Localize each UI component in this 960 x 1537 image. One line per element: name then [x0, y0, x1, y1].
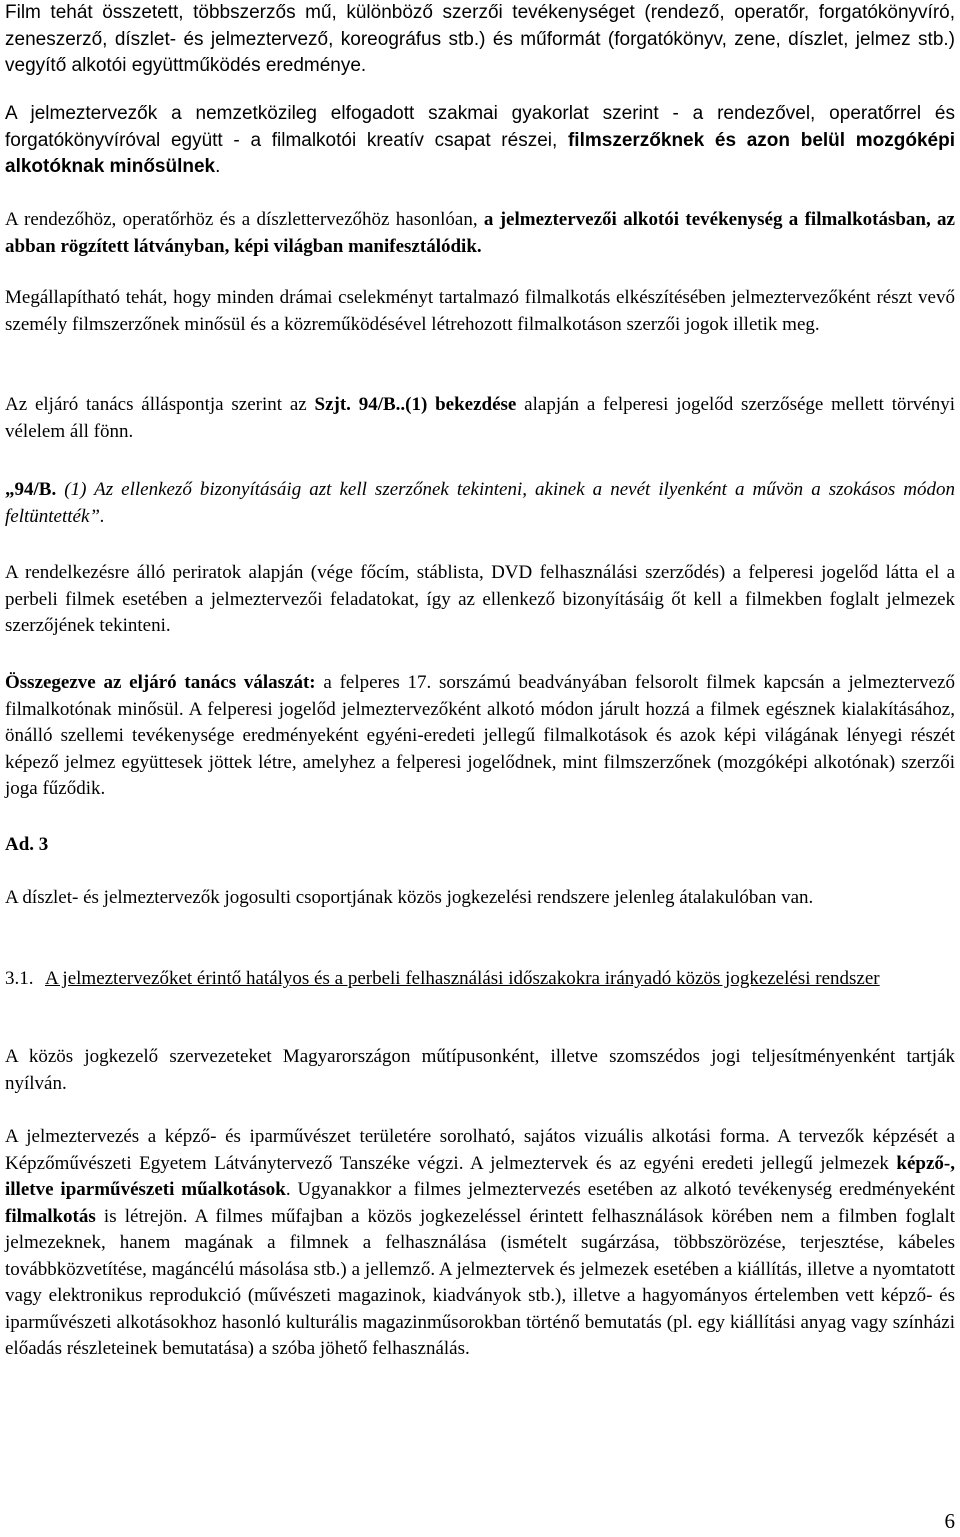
page-number: 6 [944, 1509, 955, 1533]
paragraph-registration [5, 1044, 955, 1097]
bold-text: Összegezve az eljáró tanács válaszát: [5, 672, 316, 693]
paragraph-text: A rendelkezésre álló periratok alapján (vége főcím, stáblista, DVD felhasználási szerződés) a felperesi jogelőd látta el a perbeli filmek esetében a jelmeztervezői feladatokat, így az ellenkező bizonyításáig őt kell a filmekben foglalt jelmezek szerzőjének tekinteni. [5, 562, 955, 636]
section-title: A jelmeztervezőket érintő hatályos és a perbeli felhasználási időszakokra irányadó közös jogkezelési rendszer [45, 968, 880, 989]
paragraph-text: . Ugyanakkor a filmes jelmeztervezés esetében az alkotó tevékenység eredményeként [285, 1179, 955, 1200]
paragraph-text: A díszlet- és jelmeztervezők jogosulti csoportjának közös jogkezelési rendszere jelenleg átalakulóban van. [5, 887, 814, 908]
paragraph-text: A jelmeztervezők a nemzetközileg elfogadott szakmai gyakorlat szerint - a rendezővel, operatőrrel és forgatókönyvíróval együtt - a filmalkotói kreatív csapat részei, [5, 103, 955, 151]
paragraph-text: Film tehát összetett, többszerzős mű, különböző szerzői tevékenységet (rendező, operatőr, forgatókönyvíró, zeneszerző, díszlet- és jelmeztervező, koreográfus stb.) és műformát (forgatókönyv, zene, díszlet, jelmez stb.) vegyítő alkotói együttműködés eredménye. [5, 2, 955, 76]
paragraph-text: . [215, 156, 221, 177]
bold-text: „94/B. [5, 479, 65, 500]
bold-text: Szjt. 94/B..(1) bekezdése [314, 394, 517, 415]
paragraph-costume-design-manifestation [5, 207, 955, 260]
section-number: 3.1. [5, 968, 34, 989]
paragraph-collective-management [5, 885, 955, 912]
paragraph-conclusion-authorship [5, 285, 955, 338]
paragraph-evidence [5, 560, 955, 640]
paragraph-legal-quote [5, 477, 955, 530]
paragraph-text: A rendezőhöz, operatőrhöz és a díszlettervezőhöz hasonlóan, [5, 209, 484, 230]
paragraph-text: A közös jogkezelő szervezeteket Magyarországon műtípusonként, illetve szomszédos jogi teljesítményenként tartják nyílván. [5, 1046, 955, 1094]
bold-text: filmszerzőknek és azon belül mozgóképi alkotóknak minősülnek [5, 129, 955, 177]
paragraph-text: Az eljáró tanács álláspontja szerint az [5, 394, 315, 415]
paragraph-text: is létrejön. A filmes műfajban a közös jogkezeléssel érintett felhasználások körében nem a filmben foglalt jelmezeknek, hanem magának a filmnek a felhasználása (ismételt sugárzása, többszörözése, terjesztése, kábeles továbbközvetítése, magáncélú másolása stb.) a jellemző. A jelmeztervek és jelmezek esetében a kiállítás, illetve a nyomtatott vagy elektronikus reprodukció (művészeti magazinok, kiadványok stb.), illetve a hagyományos értelemben vett képző- és iparművészeti alkotásokhoz hasonló kulturális magazinműsorokban történő bemutatás (pl. egy kiállítási anyag vagy színházi előadás részleteinek bemutatása) a szóba jöhető felhasználás. [5, 1205, 955, 1359]
bold-text: képző-, illetve iparművészeti műalkotások [5, 1152, 955, 1200]
bold-text: filmalkotás [5, 1205, 96, 1227]
paragraph-summary [5, 670, 955, 803]
paragraph-text: Megállapítható tehát, hogy minden drámai cselekményt tartalmazó filmalkotás elkészítésében jelmeztervezőként részt vevő személy filmszerzőnek minősül és a közreműködésével létrehozott filmalkotáson szerzői jogok illetik meg. [5, 287, 955, 335]
paragraph-text: a felperes 17. sorszámú beadványában felsorolt filmek kapcsán a jelmeztervező filmalkotónak minősül. A felperesi jogelőd jelmeztervezőként alkotó módon járult hozzá a filmek egésznek kialakításához, önálló szellemi tevékenysége eredményeként egyéni-eredeti jellegű filmalkotások és azok képi világának lényegi részét képező jelmez együttesek jöttek létre, amelyhez a felperesi jogelődnek, mint filmszerzőnek (mozgóképi alkotónak) szerzői joga fűződik. [5, 672, 955, 799]
paragraph-costume-designers-filmmakers [5, 101, 955, 181]
heading-ad-3 [5, 832, 955, 859]
paragraph-text: alapján a felperesi jogelőd szerzősége mellett törvényi vélelem áll fönn. [5, 394, 956, 442]
section-3-1-heading [5, 966, 955, 993]
italic-quote: (1) Az ellenkező bizonyításáig azt kell szerzőnek tekinteni, akinek a nevét ilyenként a művön a szokásos módon feltüntették”. [5, 479, 956, 527]
paragraph-film-definition [5, 0, 955, 80]
section-heading: Ad. 3 [5, 834, 49, 855]
paragraph-costume-design-art-form [5, 1124, 955, 1363]
paragraph-text: A jelmeztervezés a képző- és iparművészet területére sorolható, sajátos vizuális alkotási forma. A tervezők képzését a Képzőművészeti Egyetem Látványtervező Tanszéke végzi. A jelmeztervek és az egyéni eredeti jellegű jelmezek [5, 1126, 955, 1174]
bold-text: a jelmeztervezői alkotói tevékenység a filmalkotásban, az abban rögzített látványban, képi világban manifesztálódik. [5, 209, 955, 257]
paragraph-presumption [5, 392, 955, 445]
